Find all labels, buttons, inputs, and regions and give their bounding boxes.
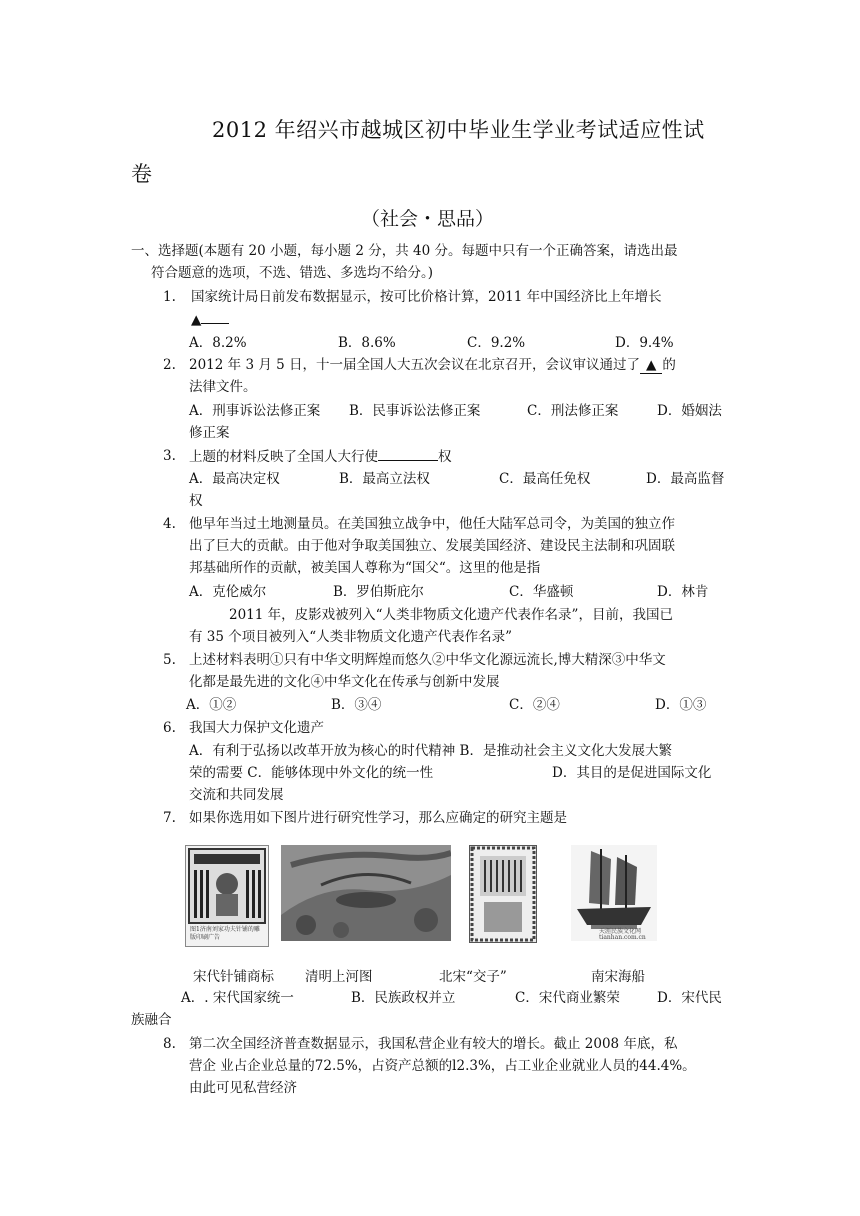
question-number: 8.: [163, 1036, 176, 1052]
option-a: A．刑事诉讼法修正案: [189, 403, 321, 419]
option-d: D．最高监督: [646, 471, 725, 487]
question-8-text-cont: 由此可见私营经济: [189, 1080, 297, 1096]
question-5-text-cont: 化都是最先进的文化④中华文化在传承与创新中发展: [189, 674, 500, 690]
question-number: 2.: [163, 357, 176, 373]
option-a: A．8.2%: [189, 335, 247, 351]
question-6-text: 我国大力保护文化遗产: [189, 720, 324, 736]
question-4-text: 他早年当过土地测量员。在美国独立战争中，他任大陆军总司令，为美国的独立作: [189, 516, 675, 532]
question-3-text-end: 权: [438, 449, 452, 465]
option-d: D．宋代民: [657, 990, 722, 1006]
question-number: 3.: [163, 448, 176, 464]
question-8-text-cont: 营企 业占企业总量的72.5%，占资产总额的l2.3%，占工业企业就业人员的44.4%。: [189, 1058, 696, 1074]
image-caption-small: 图1济南刘家功夫针铺的雕版印刷广告: [190, 926, 260, 941]
option-c: C．9.2%: [467, 335, 526, 351]
jiaozi-banknote-icon: [470, 846, 536, 942]
option-a: A．最高决定权: [189, 471, 280, 487]
image-caption: 南宋海船: [591, 969, 645, 985]
option-a: A．①②: [186, 697, 237, 713]
page-title: 2012 年绍兴市越城区初中毕业生学业考试适应性试: [212, 118, 705, 142]
option-d: D．婚姻法: [657, 403, 722, 419]
question-number: 1.: [163, 289, 176, 305]
ship-icon: [571, 845, 657, 941]
question-3-text: [189, 446, 452, 467]
question-6-options-cont: 荣的需要 C．能够体现中外文化的统一性: [189, 765, 434, 781]
song-ship-image: [571, 845, 657, 941]
option-b: B．民族政权并立: [351, 990, 456, 1006]
option-d-wrap: 权: [189, 493, 203, 509]
blank-line: [378, 446, 438, 461]
option-b: B．罗伯斯庇尔: [333, 584, 424, 600]
page-subtitle: （社会・思品）: [361, 208, 495, 230]
option-a: A．克伦威尔: [189, 584, 267, 600]
question-number: 7.: [163, 810, 176, 826]
question-number: 6.: [163, 720, 176, 736]
question-6-options-cont: 交流和共同发展: [189, 787, 284, 803]
question-4-text-cont: 邦基础所作的贡献，被美国人尊称为“国父“。这里的他是指: [189, 560, 541, 576]
option-b: B．最高立法权: [339, 471, 430, 487]
option-d-wrap: 修正案: [189, 425, 230, 441]
question-7-text: 如果你选用如下图片进行研究性学习，那么应确定的研究主题是: [189, 810, 567, 826]
option-c: C．刑法修正案: [527, 403, 619, 419]
question-5-text: 上述材料表明①只有中华文明辉煌而悠久②中华文化源远流长,博大精深③中华文: [189, 652, 666, 668]
question-4-text-cont: 出了巨大的贡献。由于他对争取美国独立、发展美国经济、建设民主法制和巩固联: [189, 538, 675, 554]
option-c: C．最高任免权: [499, 471, 591, 487]
question-3-text-main: 上题的材料反映了全国人大行使: [189, 449, 378, 465]
question-2-text: [189, 355, 676, 375]
option-b: B．8.6%: [338, 335, 396, 351]
question-1-text: 国家统计局日前发布数据显示，按可比价格计算，2011 年中国经济比上年增长: [191, 289, 662, 305]
question-6-options: A．有利于弘扬以改革开放为核心的时代精神 B．是推动社会主义文化大发展大繁: [189, 743, 672, 759]
image-caption: 北宋“交子”: [439, 969, 507, 985]
blank-marker: ▲: [640, 357, 662, 374]
question-8-text: 第二次全国经济普查数据显示，我国私营企业有较大的增长。截止 2008 年底，私: [189, 1036, 678, 1052]
page-title-wrap: 卷: [131, 162, 153, 186]
option-c: C．宋代商业繁荣: [515, 990, 620, 1006]
material-text: 2011 年，皮影戏被列入“人类非物质文化遗产代表作名录”，目前，我国已: [229, 607, 673, 623]
material-text-cont: 有 35 个项目被列入“人类非物质文化遗产代表作名录”: [189, 629, 513, 645]
blank-marker: ▲: [191, 312, 202, 328]
question-2-text-main: 2012 年 3 月 5 日，十一届全国人大五次会议在北京召开，会议审议通过了: [189, 357, 640, 373]
option-b: B．③④: [331, 697, 382, 713]
question-6-option-d: D．其目的是促进国际文化: [552, 765, 712, 781]
question-2-text-end: 的: [662, 357, 676, 373]
needle-shop-ad-image: [185, 845, 269, 947]
option-d: D．①③: [655, 697, 707, 713]
qingming-scroll-image: [281, 845, 451, 941]
section-header-cont: 符合题意的选项，不选、错选、多选均不给分。): [151, 265, 434, 281]
option-c: C．②④: [509, 697, 560, 713]
watermark-text: 天涯民族文化网 tianhan.com.cn: [599, 928, 646, 941]
image-caption: 清明上河图: [305, 969, 373, 985]
image-caption: 宋代针铺商标: [193, 969, 274, 985]
option-c: C．华盛顿: [509, 584, 574, 600]
question-2-text-cont: 法律文件。: [189, 379, 257, 395]
option-d-wrap: 族融合: [131, 1012, 172, 1028]
qingming-scroll-icon: [281, 845, 451, 941]
jiaozi-banknote-image: [469, 845, 537, 943]
blank-line: [201, 309, 229, 324]
option-d: D．林肯: [657, 584, 709, 600]
question-number: 4.: [163, 516, 176, 532]
option-b: B．民事诉讼法修正案: [349, 403, 481, 419]
question-number: 5.: [163, 652, 176, 668]
section-header: 一、选择题(本题有 20 小题，每小题 2 分，共 40 分。每题中只有一个正确答案，请选出最: [131, 243, 678, 259]
question-1-blank: [191, 309, 229, 330]
option-a: A．. 宋代国家统一: [181, 990, 294, 1006]
option-d: D．9.4%: [615, 335, 674, 351]
